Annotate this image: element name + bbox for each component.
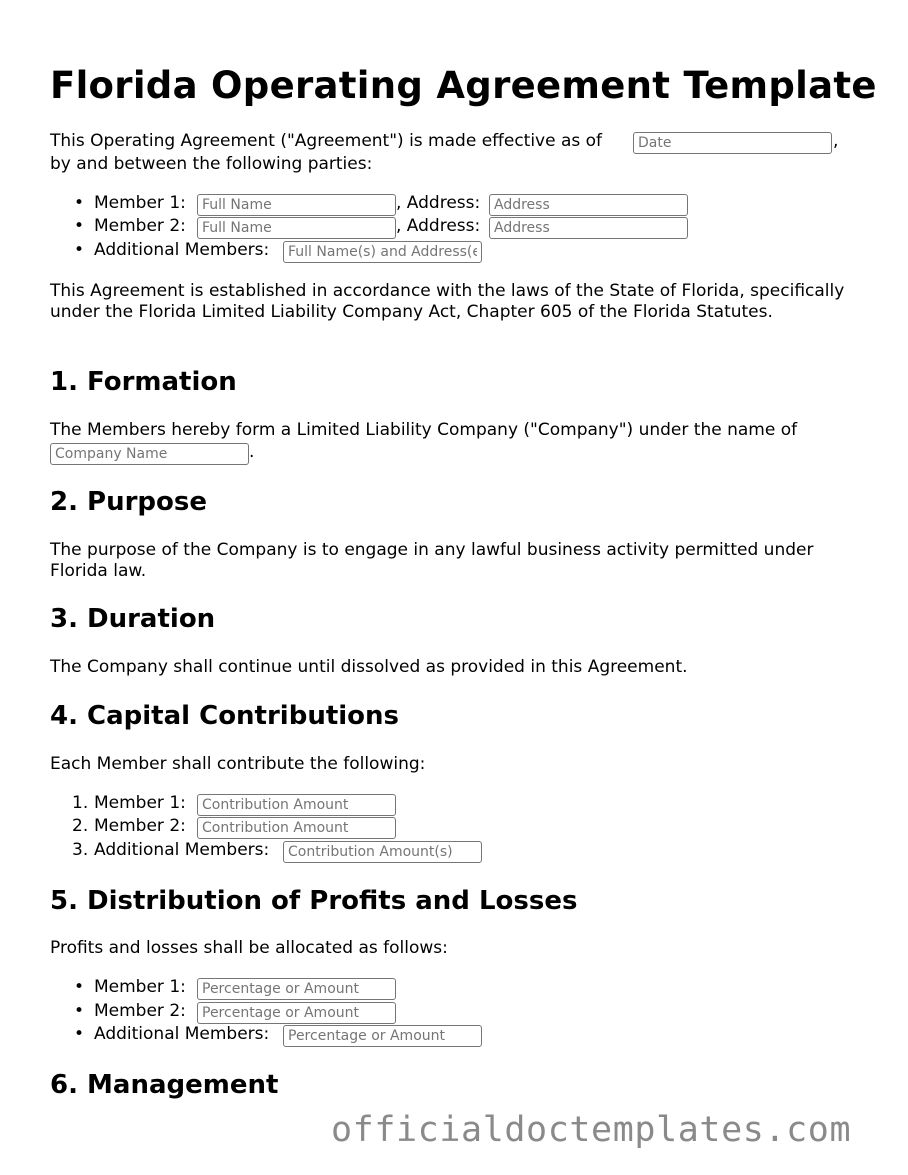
bullet-icon: •	[74, 1001, 85, 1021]
section-heading-management: 6. Management	[50, 1070, 279, 1100]
company-name-input[interactable]	[50, 443, 249, 465]
member-1-name-input[interactable]	[197, 194, 396, 216]
bullet-icon: •	[74, 1024, 85, 1044]
member-2-address-input[interactable]	[489, 217, 688, 239]
formation-period: .	[249, 442, 255, 462]
distribution-member-2-input[interactable]	[197, 1002, 396, 1024]
section-heading-capital: 4. Capital Contributions	[50, 701, 400, 731]
list-number: 3.	[72, 840, 89, 860]
bullet-icon: •	[74, 977, 85, 997]
intro-line-2: by and between the following parties:	[50, 154, 373, 174]
list-number: 1.	[72, 793, 89, 813]
page-title: Florida Operating Agreement Template	[50, 64, 877, 107]
capital-text: Each Member shall contribute the following:	[50, 754, 426, 774]
capital-member-1-input[interactable]	[197, 794, 396, 816]
member-1-address-input[interactable]	[489, 194, 688, 216]
capital-item-label: Additional Members:	[94, 840, 270, 860]
duration-text: The Company shall continue until dissolved as provided in this Agreement.	[50, 657, 688, 677]
party-label: Additional Members:	[94, 240, 270, 260]
section-heading-distribution: 5. Distribution of Profits and Losses	[50, 886, 578, 916]
distribution-text: Profits and losses shall be allocated as follows:	[50, 938, 448, 958]
additional-members-input[interactable]	[283, 241, 482, 263]
distribution-item-label: Member 1:	[94, 977, 186, 997]
formation-text: The Members hereby form a Limited Liability Company ("Company") under the name of	[50, 420, 798, 440]
bullet-icon: •	[74, 193, 85, 213]
law-paragraph: This Agreement is established in accordance with the laws of the State of Florida, specifically under the Florida Limited Liability Company Act, Chapter 605 of the Florida Statutes.	[50, 281, 845, 322]
address-label: , Address:	[396, 216, 481, 236]
address-label: , Address:	[396, 193, 481, 213]
intro-comma: ,	[833, 131, 839, 151]
capital-additional-input[interactable]	[283, 841, 482, 863]
bullet-icon: •	[74, 216, 85, 236]
intro-text: This Operating Agreement ("Agreement") is made effective as of	[50, 131, 603, 151]
effective-date-input[interactable]	[633, 132, 832, 154]
distribution-additional-input[interactable]	[283, 1025, 482, 1047]
capital-item-label: Member 1:	[94, 793, 186, 813]
watermark-text: officialdoctemplates.com	[331, 1110, 852, 1150]
member-2-name-input[interactable]	[197, 217, 396, 239]
purpose-text: The purpose of the Company is to engage in any lawful business activity permitted under Florida law.	[50, 540, 814, 581]
capital-member-2-input[interactable]	[197, 817, 396, 839]
bullet-icon: •	[74, 240, 85, 260]
distribution-item-label: Member 2:	[94, 1001, 186, 1021]
section-heading-duration: 3. Duration	[50, 604, 216, 634]
capital-item-label: Member 2:	[94, 816, 186, 836]
distribution-item-label: Additional Members:	[94, 1024, 270, 1044]
distribution-member-1-input[interactable]	[197, 978, 396, 1000]
party-label: Member 1:	[94, 193, 186, 213]
party-label: Member 2:	[94, 216, 186, 236]
section-heading-formation: 1. Formation	[50, 367, 237, 397]
section-heading-purpose: 2. Purpose	[50, 487, 207, 517]
list-number: 2.	[72, 816, 89, 836]
